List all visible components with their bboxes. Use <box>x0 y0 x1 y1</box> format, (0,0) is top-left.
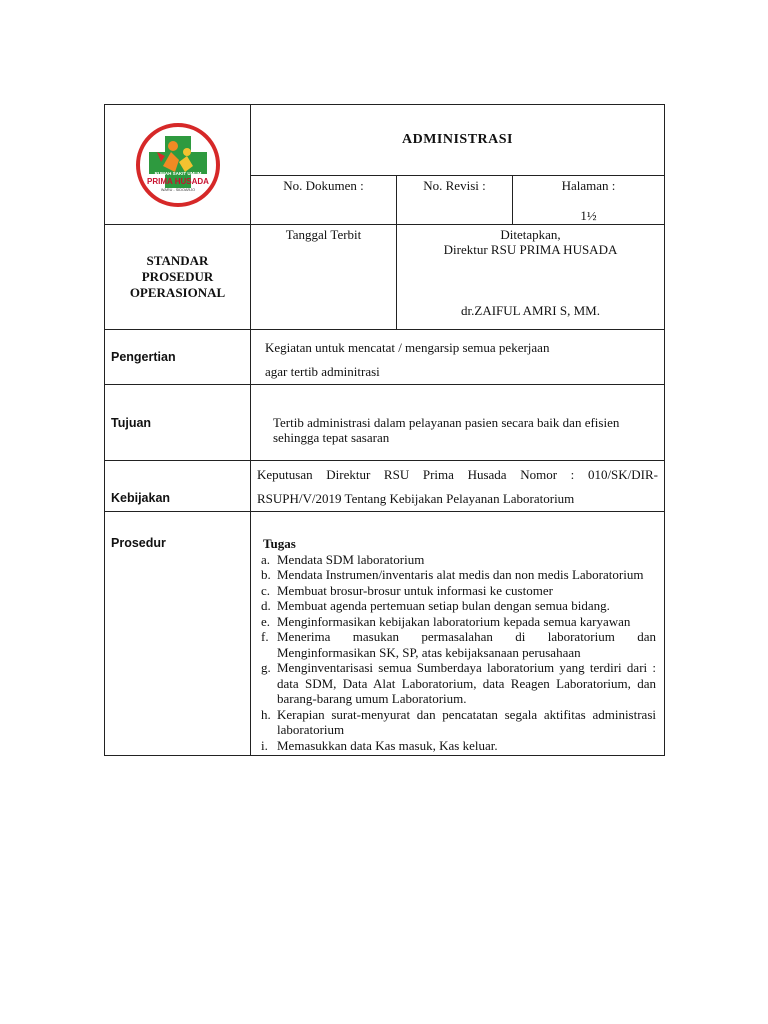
list-item-text: Membuat agenda pertemuan setiap bulan dengan semua bidang. <box>277 598 610 613</box>
tujuan-line: Tertib administrasi dalam pelayanan pasien secara baik dan efisien <box>273 415 620 430</box>
document-title: ADMINISTRASI <box>251 105 665 176</box>
list-marker: i. <box>261 737 268 753</box>
list-marker: g. <box>261 660 271 675</box>
tanggal-terbit-label: Tanggal Terbit <box>285 227 362 242</box>
prosedur-label: Prosedur <box>105 512 251 756</box>
tujuan-line: sehingga tepat sasaran <box>273 430 390 445</box>
list-item-text: Menginformasikan kebijakan laboratorium kepada semua karyawan <box>277 613 631 629</box>
list-item <box>261 614 656 630</box>
list-marker: a. <box>261 551 271 567</box>
ditetapkan-cell <box>397 225 665 330</box>
list-item <box>261 552 656 568</box>
figure-head-icon <box>183 148 191 156</box>
halaman-label: Halaman : <box>561 178 616 193</box>
kebijakan-text: Keputusan Direktur RSU Prima Husada Nomor : 010/SK/DIR-RSUPH/V/2019 Tentang Kebijakan Pelayanan Laboratorium <box>251 461 665 512</box>
halaman-value: 1½ <box>580 208 597 223</box>
sop-label-line: OPERASIONAL <box>129 285 226 300</box>
kebijakan-label: Kebijakan <box>105 461 251 512</box>
no-dokumen-label: No. Dokumen : <box>283 178 364 193</box>
logo-cell <box>105 105 251 225</box>
list-item <box>261 567 656 583</box>
list-item-text: Memasukkan data Kas masuk, Kas keluar. <box>277 737 498 753</box>
logo-bottom-text: WARU - SIDOARJO <box>160 187 195 192</box>
list-marker: d. <box>261 598 271 613</box>
pengertian-line: Kegiatan untuk mencatat / mengarsip semua pekerjaan <box>265 340 550 355</box>
no-dokumen-cell <box>251 176 397 225</box>
hospital-logo <box>135 122 221 208</box>
ditetapkan-label: Ditetapkan, <box>500 227 561 242</box>
sop-table <box>104 104 665 756</box>
list-marker: c. <box>261 582 271 598</box>
list-item <box>261 629 656 660</box>
tugas-heading: Tugas <box>263 536 296 551</box>
halaman-cell <box>513 176 665 225</box>
list-marker: e. <box>261 613 271 629</box>
list-item-text: Mendata SDM laboratorium <box>277 551 425 567</box>
ditetapkan-position: Direktur RSU PRIMA HUSADA <box>443 242 618 257</box>
pengertian-line: agar tertib adminitrasi <box>265 364 380 379</box>
sop-label <box>105 225 251 330</box>
list-item <box>261 707 656 738</box>
list-item-text: Menerima masukan permasalahan di laboratorium dan Menginformasikan SK, SP, atas kebijaksanaan perusahaan <box>277 629 656 660</box>
sop-label-line: STANDAR <box>146 253 209 268</box>
tanggal-terbit-cell <box>251 225 397 330</box>
list-marker: b. <box>261 567 271 582</box>
list-marker: f. <box>261 629 269 644</box>
list-item <box>261 598 656 614</box>
logo-top-text: RUMAH SAKIT UMUM <box>154 170 201 176</box>
list-item-text: Mendata Instrumen/inventaris alat medis dan non medis Laboratorium <box>277 567 644 582</box>
tujuan-label: Tujuan <box>105 385 251 461</box>
ditetapkan-signer: dr.ZAIFUL AMRI S, MM. <box>461 303 600 318</box>
no-revisi-cell <box>397 176 513 225</box>
tujuan-text <box>251 385 665 461</box>
list-item-text: Menginventarisasi semua Sumberdaya laboratorium yang terdiri dari : data SDM, Data Alat Laboratorium, data Reagen Laboratorium, dan barang-barang umum Laboratorium. <box>277 660 656 706</box>
prosedur-content <box>251 512 665 756</box>
list-item <box>261 583 656 599</box>
list-item <box>261 738 656 754</box>
logo-name-text: PRIMA HUSADA <box>146 176 209 186</box>
list-marker: h. <box>261 706 271 722</box>
sop-label-line: PROSEDUR <box>141 269 214 284</box>
list-item <box>261 660 656 707</box>
figure-head-icon <box>168 141 178 151</box>
pengertian-label: Pengertian <box>105 330 251 385</box>
no-revisi-label: No. Revisi : <box>423 178 486 193</box>
pengertian-text <box>251 330 665 385</box>
list-item-text: Membuat brosur-brosur untuk informasi ke customer <box>277 582 553 598</box>
list-item-text: Kerapian surat-menyurat dan pencatatan segala aktifitas administrasi laboratorium <box>277 706 656 737</box>
